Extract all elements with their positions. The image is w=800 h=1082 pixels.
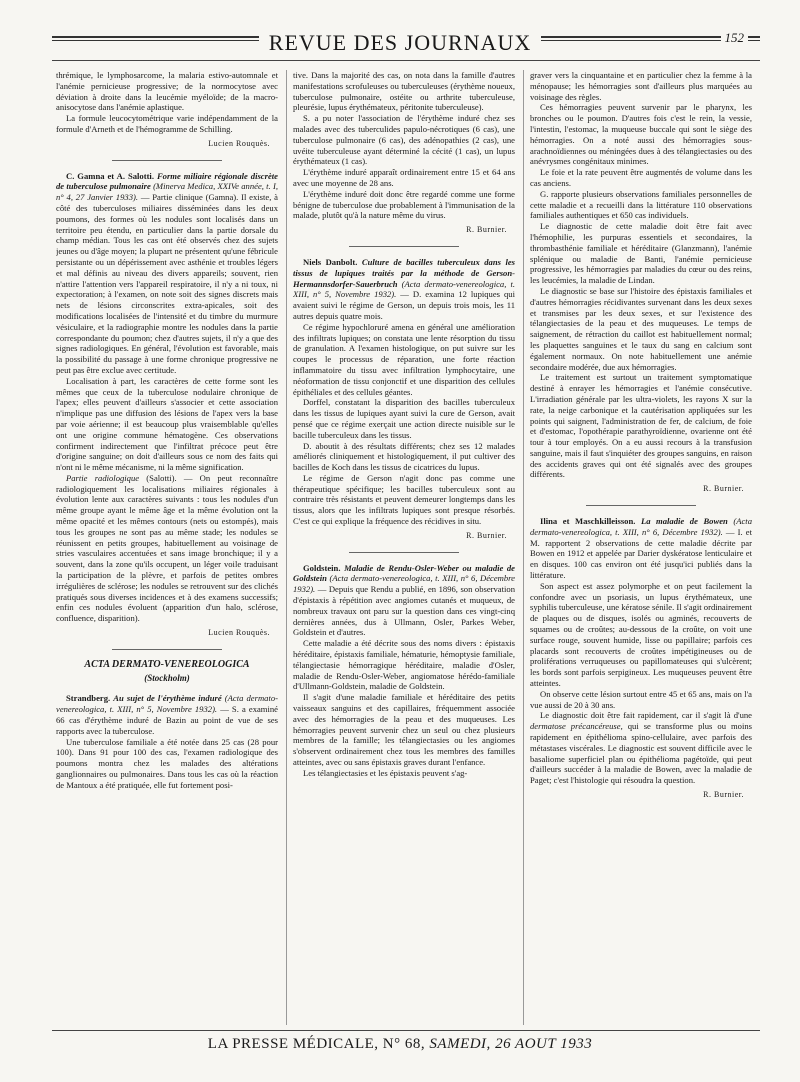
column-3 xyxy=(530,70,752,1025)
paragraph: Ce régime hypochloruré amena en général une amélioration des infiltrats lupiques; on constata une lente résorption du tissu de granulation. A l'examen histologique, on put suivre sur les coupes le processus de réparation, une forte réaction inflammatoire du tissu avec infiltration lymphocytaire, une néoformation de tissu conjonctif et une disparition des cellules épithéliales et des cellules géantes. xyxy=(293,321,515,397)
paragraph: Les télangiectasies et les épistaxis peuvent s'ag- xyxy=(303,767,468,778)
column-2 xyxy=(293,70,515,1025)
article-source: (Minerva Medica, XXIVe année, t. I, n° 4, 27 Janvier 1933). xyxy=(56,181,278,203)
article-separator xyxy=(349,246,459,247)
footer-rule xyxy=(52,1030,760,1031)
paragraph: L'érythème induré apparaît ordinairement entre 15 et 64 ans avec une moyenne de 28 ans. xyxy=(293,167,515,188)
article-text: — S. a examiné 66 cas d'érythème induré de Bazin au point de vue de ses rapports avec la tuberculose. xyxy=(56,704,278,736)
paragraph: Le diagnostic se base sur l'histoire des épistaxis familiales et d'autres hémorragies récidivantes survenant dans les deux sexes et transmises par les deux sexes, et sur l'existence des télangiectasies de la peau et des muqueuses. Le temps de saignement, de rétraction du caillot est habituellement normal; les plaquettes sanguines et le taux du sang en calcium sont également normaux. On note habituellement une anémie secondaire modérée, due aux hémorragies. xyxy=(530,285,752,372)
article-gamna xyxy=(56,171,278,376)
column-divider xyxy=(523,70,524,1025)
article-strandberg xyxy=(56,693,278,736)
article-danbolt xyxy=(293,257,515,322)
column-1 xyxy=(56,70,278,1025)
author-signature: Lucien Rouquès. xyxy=(208,138,270,148)
page-footer xyxy=(0,1036,800,1053)
paragraph: Ces hémorragies peuvent survenir par le pharynx, les bronches ou le poumon. D'autres fois c'est le rein, la vessie, l'intestin, l'estomac, la muqueuse buccale qui sont le siège des hémorragies. On a noté aussi des hémorragies sous-arachnoïdiennes ou méningées dues à des télangiectasies ou des anévrysmes congénitaux minimes. xyxy=(530,102,752,167)
article-authors: C. Gamna et A. Salotti. xyxy=(66,170,154,181)
article-authors: Goldstein. xyxy=(303,562,341,573)
article-separator xyxy=(349,552,459,553)
article-authors: Strandberg. xyxy=(66,693,111,704)
article-text: — Partie clinique (Gamna). Il existe, à côté des tuberculoses miliaires disséminées dans les deux poumons, des formes où les nodules sont localisés dans un territoire peu étendu, en particulier dans la partie dorsale du champ médian. Tous les cas ont été observés chez des sujets jeunes ou d'âge moyen; la plupart ne présentent qu'une fébricule persistante ou un dépérissement avec asthénie et troubles légers et mal définis au niveau des divers appareils; souvent, rien n'attire l'attention vers l'appareil respiratoire, il n'y a ni toux, ni expectoration; à l'examen, on note soit des signes discrets mais nets de lésions circonscrites extra-apicales, soit des modifications localisées de l'intensité et du timbre du murmure vésiculaire, et la radiographie montre les nodules dans la partie correspondante du poumon; chez d'autres sujets, il n'y a que des signes radiologiques. En général, l'évolution est favorable, mais la possibilité du passage à une forme chronique progressive ne peut pas être exclue avec certitude. xyxy=(56,192,278,375)
paragraph: tive. Dans la majorité des cas, on nota dans la famille d'autres manifestations scrofuleuses ou tuberculeuses (érythème noueux, tuberculose pulmonaire, ostéite ou arthrite tuberculeuse, pleurésie, lupus érythémateux, péritonite tuberculeuse). xyxy=(293,70,515,113)
paragraph: S. a pu noter l'association de l'érythème induré chez ses malades avec des tuberculides papulo-nécrotiques (6 cas), une tuberculose pulmonaire (6 cas), des adénopathies (2 cas), une uvéite tuberculeuse ayant déterminé la cécité (1 cas), un lupus érythémateux (1 cas). xyxy=(293,113,515,167)
article-separator xyxy=(112,649,222,650)
header-rule xyxy=(52,60,760,61)
article-authors: Niels Danbolt. xyxy=(303,256,358,267)
article-source: (Acta dermato-venereologica, t. XIII, n° 5, Novembre 1932). xyxy=(293,278,515,300)
author-signature: R. Burnier. xyxy=(466,530,507,540)
article-goldstein xyxy=(293,563,515,639)
paragraph: Partie radiologique (Salotti). — On peut reconnaître radiologiquement les localisations miliaires régionales à évolution lente aux caractères suivants : tous les nodules d'un même groupe ayant le même âge et la même évolution ont la même opacité et les mêmes contours (nets ou estompés), mais tous les groupes ne sont pas au même stade; les nodules se réunissent en petits groupes, habituellement au voisinage de stries vasculaires accentuées et sans image bronchique; il y a souvent, dans la zone qu'ils occupent, un léger voile traduisant la participation de la plèvre, et parfois de petites ombres irrégulières de sclérose; les nodules se retrouvent sur des clichés pratiqués sous diverses incidences et à des examens successifs; enfin ces nodules évoluent (apparition d'un halo, sclérose, confluence, disparition). xyxy=(56,472,278,624)
article-columns xyxy=(56,70,756,1025)
author-signature: R. Burnier. xyxy=(703,790,744,799)
article-source: (Acta dermato-venereologica, t. XIII, n° 6, Décembre 1932). xyxy=(293,573,515,595)
paragraph: thrémique, le lymphosarcome, la malaria estivo-automnale et l'anémie pernicieuse progressive; de la normocytose avec déviation à droite dans la leucémie myéloïde; de la macro-anisocytose dans l'anémie aplastique. xyxy=(56,70,278,113)
article-title: Culture de bacilles tuberculeux dans les tissus de lupiques traités par la méthode de Gerson-Hermannsdorfer-Sauerbruch xyxy=(293,256,515,289)
paragraph: L'érythème induré doit donc être regardé comme une forme bénigne de tuberculose due probablement à l'immunisation de la malade, plutôt qu'à la nature même du virus. xyxy=(293,188,515,221)
article-source: (Acta dermato-venereologica, t. XIII, n° 6, Décembre 1932). xyxy=(530,516,752,537)
article-title: Au sujet de l'érythème induré xyxy=(113,693,222,704)
footer-publication: LA PRESSE MÉDICALE, N° 68, xyxy=(207,1036,426,1052)
paragraph: Le foie et la rate peuvent être augmentés de volume dans les cas anciens. xyxy=(530,167,752,188)
paragraph: Le régime de Gerson n'agit donc pas comme une thérapeutique spécifique; les bacilles tuberculeux sont au contraire très résistants et peuvent demeurer longtemps dans les tissus, alors que les infiltrats lupiques sont presque résorbés. C'est ce qui explique la fréquence des récidives in situ. xyxy=(293,472,515,527)
column-divider xyxy=(286,70,287,1025)
emphasis: dermatose précancéreuse xyxy=(530,721,621,732)
paragraph: Il s'agit d'une maladie familiale et héréditaire des petits vaisseaux sanguins et des capillaires, fréquemment associée avec des hémorragies de la peau et des muqueuses. Les hémorragies peuvent survenir chez un seul ou chez plusieurs membres de la famille; les télangiectasies ou les angiomes s'observent ordinairement chez tous les membres des familles atteintes, avec ou sans épistaxis graves durant l'enfance. xyxy=(293,692,515,768)
article-title: Maladie de Rendu-Osler-Weber ou maladie de Goldstein xyxy=(293,562,515,584)
article-authors: Ilina et Maschkilleisson. xyxy=(540,516,636,527)
section-label: Partie radiologique xyxy=(66,472,140,483)
author-signature: Lucien Rouquès. xyxy=(208,628,270,638)
paragraph: Le diagnostic doit être fait rapidement, car il s'agit là d'une dermatose précancéreuse, qui se transforme plus ou moins rapidement en épithélioma spino-cellulaire, avec parfois des métastases viscérales. Le diagnostic est souvent difficile avec le basaliome superficiel plan ou épithélioma pagétoïde, qui peut d'ailleurs succéder à la maladie de Bowen, avec la maladie de Paget; c'est l'histologie qui résoudra la question. xyxy=(530,710,752,786)
footer-day: SAMEDI, xyxy=(429,1036,491,1052)
paragraph: Le diagnostic de cette maladie doit être fait avec l'hémophilie, les purpuras essentiels et secondaires, la thrombasthénie familiale et héréditaire (Glanzmann), l'anémie splénique ou maladie de Banti, l'anémie pernicieuse progressive, les hémorragies par maladies du cœur ou des reins, les leucémies, la maladie de Lindan. xyxy=(530,221,752,286)
article-title: La maladie de Bowen xyxy=(640,516,728,527)
paragraph: Dorffel, constatant la disparition des bacilles tuberculeux dans les tissus de lupiques ayant suivi la cure de Gerson, avait pensé que ce régime exerçait une action directe nuisible sur le bacille tuberculeux dans les tissus. xyxy=(293,397,515,440)
paragraph: Cette maladie a été décrite sous des noms divers : épistaxis héréditaire, épistaxis familiale, hématurie, hémoptysie familiale, télangiectasie hémorragique héréditaire, maladie d'Osler, maladie de Rendu-Osler-Weber, angiomatose hérédo-familiale d'Ullmann-Goldstein, maladie de Goldstein. xyxy=(293,638,515,692)
paragraph: graver vers la cinquantaine et en particulier chez la femme à la ménopause; les hémorragies sont d'ailleurs plus marquées au voisinage des règles. xyxy=(530,70,752,102)
paragraph: Le traitement est surtout un traitement symptomatique destiné à enrayer les hémorragies et l'anémie consécutive. L'irradiation générale par les ultra-violets, les rayons X sur la rate, la neige carbonique et la cautérisation appliquées sur les points qui saignent, l'administration de fer, de calcium, de foie et d'estomac, l'opothérapie parathyroïdienne, ovarienne ont été tour à tour employés. On a eu aussi recours à la transfusion sanguine, mais il faut s'inquiéter des groupes sanguins, en raison des accidents graves qui ont été signalés avec des groupes différents. xyxy=(530,372,752,480)
paragraph: Une tuberculose familiale a été notée dans 25 cas (28 pour 100). Dans 91 pour 100 des cas, l'examen radiologique des poumons montra chez les malades des altérations ganglionnaires ou pulmonaires. Dans tous les cas où la réaction de Mantoux a été pratiquée, elle fut fortement posi- xyxy=(56,736,278,790)
author-signature: R. Burnier. xyxy=(703,484,744,494)
paragraph: On observe cette lésion surtout entre 45 et 65 ans, mais on l'a vue aussi de 20 à 30 ans. xyxy=(530,688,752,710)
page-number: 152 xyxy=(721,30,749,46)
article-text: — D. examina 12 lupiques qui avaient suivi le régime de Gerson, un depuis trois mois, les 11 autres depuis quatre mois. xyxy=(293,289,515,321)
page-title: REVUE DES JOURNAUX xyxy=(0,30,800,56)
article-ilina xyxy=(530,516,752,581)
paragraph: D. aboutit à des résultats différents; chez ses 12 malades améliorés cliniquement et histologiquement, il put cultiver des bacilles de Koch dans les tissus de cicatrices du lupus. xyxy=(293,440,515,473)
article-separator xyxy=(112,160,222,161)
article-separator xyxy=(586,505,696,506)
article-source: (Acta dermato-venereologica, t. XIII, n° 5, Novembre 1932). xyxy=(56,693,278,715)
paragraph: La formule leucocytométrique varie indépendamment de la formule d'Arneth et de l'hémogramme de Schilling. xyxy=(56,113,278,134)
journal-heading: ACTA DERMATO-VENEREOLOGICA xyxy=(84,658,250,670)
paragraph: G. rapporte plusieurs observations familiales personnelles de cette maladie et a recueilli dans la littérature 110 observations familiales authentiques et 650 cas individuels. xyxy=(530,188,752,221)
paragraph: Localisation à part, les caractères de cette forme sont les mêmes que ceux de la tuberculose nodulaire chronique de l'apex; elles peuvent d'ailleurs s'associer et cette association n'implique pas une diffusion des lésions de l'apex vers la base par voie aérienne; il est beaucoup plus vraisemblable qu'elles ont une origine commune hématogène. Ces observations confirment indirectement que l'infiltrat précoce peut être d'origine sanguine; on doit d'ailleurs sous ce nom des faits qui n'ont ni le même mécanisme, ni la même signification. xyxy=(56,375,278,473)
article-text: — I. et M. rapportent 2 observations de cette maladie décrite par Bowen en 1912 et appelée par Darier dyskératose lenticulaire et en disques. 100 cas environ ont été jusqu'ici publiés dans la littérature. xyxy=(530,526,752,581)
footer-date: 26 AOUT 1933 xyxy=(495,1036,593,1052)
article-title: Forme miliaire régionale discrète de tuberculose pulmonaire xyxy=(56,170,278,192)
journal-city: (Stockholm) xyxy=(144,672,190,683)
article-text: — Depuis que Rendu a publié, en 1896, son observation d'épistaxis à répétition avec angiomes cutanés et muqueux, de nombreux travaux ont paru sur la question dans ces vingt-cinq dernières années, dus à Ullmann, Osler, Parkes Weber, Goldstein et d'autres. xyxy=(293,584,515,638)
author-signature: R. Burnier. xyxy=(466,225,507,235)
paragraph: Son aspect est assez polymorphe et on peut facilement la confondre avec un psoriasis, un lupus érythémateux, une syphilis tuberculeuse, une kératose sénile. Il s'agit ordinairement de plaques ou de disques, isolés ou agminés, recouverts de squames ou de croûtes; au-dessous de la croûte, on voit une surface rouge, souvent humide, lisse ou papillaire; parfois ces placards sont recouverts de croûtes impétigineuses ou de proliférations verruqueuses ou papillomateuses qui s'ulcèrent; les bords sont parfois serpigineux. Les muqueuses peuvent être atteintes. xyxy=(530,580,752,689)
